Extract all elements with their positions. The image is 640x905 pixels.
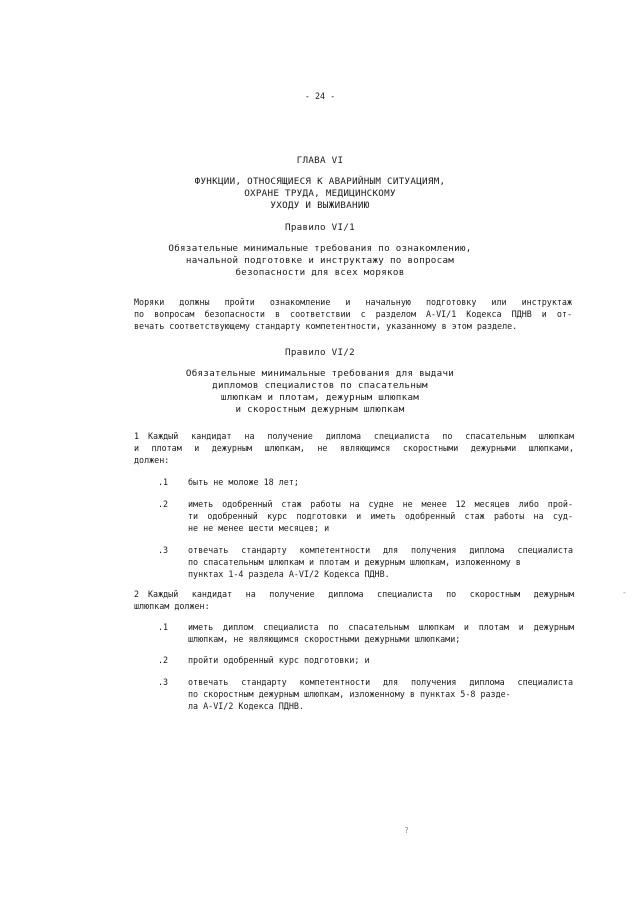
margin-mark: - — [622, 588, 627, 597]
item-number: .3 — [158, 677, 169, 687]
paragraph-line: по вопросам безопасности в соответствии с разделом А-VI/1 Кодекса ПДНВ и от- — [134, 309, 572, 319]
footer-mark: ? — [404, 826, 409, 835]
item-number: .1 — [158, 622, 169, 632]
rule-title: Правило VI/2 — [285, 347, 355, 358]
chapter-subtitle-line: ФУНКЦИИ, ОТНОСЯЩИЕСЯ К АВАРИЙНЫМ СИТУАЦИЯМ, — [194, 176, 446, 187]
item-line: ла А-VI/2 Кодекса ПДНВ. — [188, 701, 304, 711]
chapter-title: ГЛАВА VI — [296, 155, 344, 166]
item-number: .1 — [158, 477, 169, 487]
item-line: пройти одобренный курс подготовки; и — [188, 655, 370, 665]
item-line: быть не моложе 18 лет; — [188, 477, 299, 487]
item-line: пунктах 1-4 раздела А-VI/2 Кодекса ПДНВ. — [188, 569, 390, 579]
paragraph-line: Моряки должны пройти ознакомление и начальную подготовку или инструктаж — [134, 297, 572, 307]
item-number: .2 — [158, 499, 169, 509]
item-number: .3 — [158, 545, 169, 555]
paragraph-line: шлюпкам должен: — [134, 601, 210, 611]
paragraph-number: 1 — [134, 431, 140, 441]
paragraph-line: вечать соответствующему стандарту компетентности, указанному в этом разделе. — [134, 321, 518, 331]
item-line: не не менее шести месяцев; и — [188, 523, 330, 533]
paragraph-line: должен: — [134, 455, 170, 465]
rule-heading-line: начальной подготовке и инструктажу по вопросам — [185, 255, 455, 266]
chapter-subtitle-line: ОХРАНЕ ТРУДА, МЕДИЦИНСКОМУ — [244, 188, 396, 199]
rule-heading-line: безопасности для всех моряков — [235, 267, 405, 278]
item-line: ти одобренный курс подготовки и иметь одобренный стаж работы на суд- — [188, 511, 573, 521]
page-number: - 24 - — [304, 91, 336, 101]
rule-heading-line: дипломов специалистов по спасательным — [212, 380, 428, 391]
item-line: отвечать стандарту компетентности для получения диплома специалиста — [188, 677, 573, 687]
item-line: отвечать стандарту компетентности для получения диплома специалиста — [188, 545, 573, 555]
rule-title: Правило VI/1 — [285, 222, 355, 233]
item-line: шлюпкам, не являющимся скоростными дежурными шлюпками; — [188, 634, 461, 644]
rule-heading-line: Обязательные минимальные требования по ознакомлению, — [168, 243, 472, 254]
item-line: по скоростным дежурным шлюпкам, изложенному в пунктах 5-8 разде- — [188, 689, 511, 699]
rule-heading-line: шлюпкам и плотам, дежурным шлюпкам — [220, 392, 420, 403]
item-line: по спасательным шлюпкам и плотам и дежурным шлюпкам, изложенному в — [188, 557, 521, 567]
paragraph-line: Каждый кандидат на получение диплома специалиста по скоростным дежурным — [148, 589, 574, 599]
item-line: иметь одобренный стаж работы на судне не менее 12 месяцев либо прой- — [188, 499, 573, 509]
paragraph-number: 2 — [134, 589, 140, 599]
chapter-subtitle-line: УХОДУ И ВЫЖИВАНИЮ — [270, 200, 370, 211]
paragraph-line: Каждый кандидат на получение диплома специалиста по спасательным шлюпкам — [148, 431, 574, 441]
rule-heading-line: и скоростным дежурным шлюпкам — [235, 404, 405, 415]
rule-heading-line: Обязательные минимальные требования для выдачи — [185, 368, 455, 379]
paragraph-line: и плотам и дежурным шлюпкам, не являющимся скоростными дежурными шлюпками, — [134, 443, 574, 453]
item-number: .2 — [158, 655, 169, 665]
item-line: иметь диплом специалиста по спасательным шлюпкам и плотам и дежурным — [188, 622, 574, 632]
